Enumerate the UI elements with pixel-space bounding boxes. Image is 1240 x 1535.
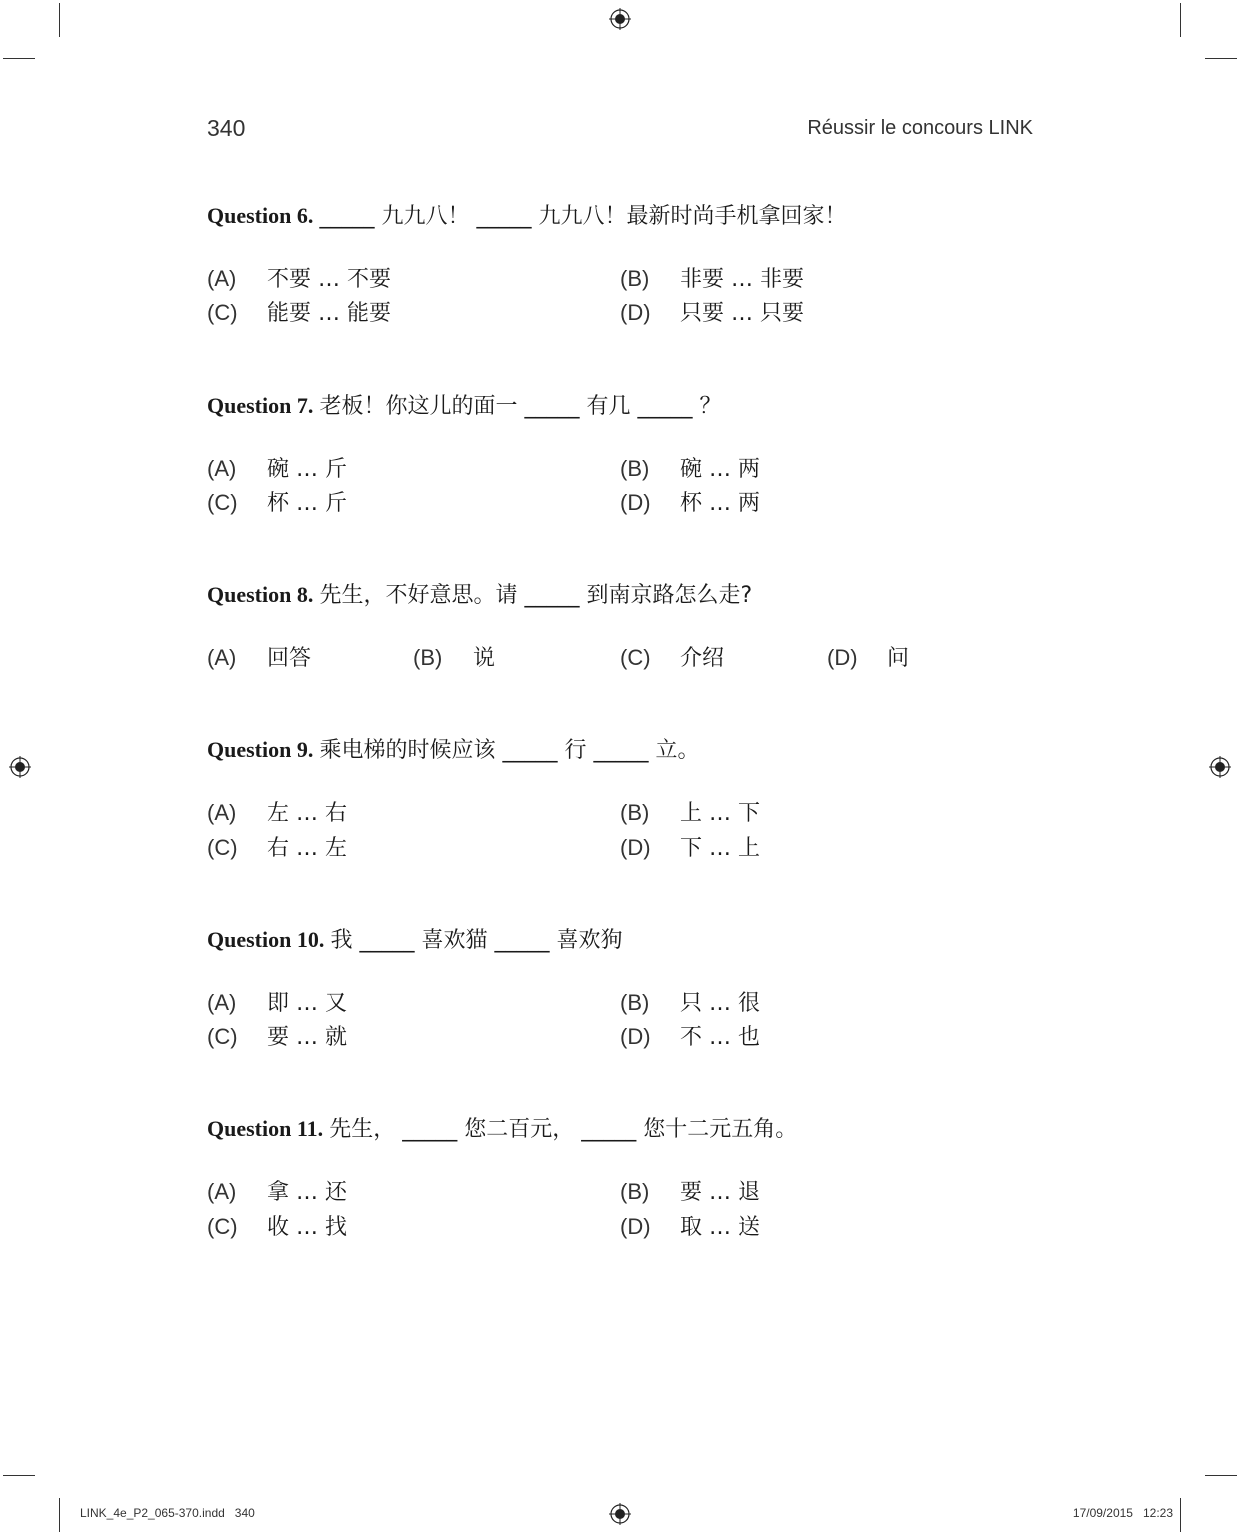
option-letter: (C) bbox=[207, 1214, 238, 1239]
crop-mark-bottom-right-h bbox=[1205, 1475, 1237, 1476]
registration-mark-bottom-icon bbox=[609, 1503, 631, 1525]
crop-mark-bottom-left bbox=[59, 1498, 60, 1532]
registration-mark-left-icon bbox=[9, 756, 31, 778]
option-a[interactable] bbox=[207, 454, 347, 485]
registration-mark-top-icon bbox=[609, 8, 631, 30]
option-text: 非要 … 非要 bbox=[680, 267, 804, 292]
option-d[interactable] bbox=[827, 643, 909, 674]
option-c[interactable] bbox=[207, 1212, 347, 1243]
option-b[interactable] bbox=[620, 798, 760, 829]
running-title: Réussir le concours LINK bbox=[807, 117, 1033, 139]
option-text: 左 … 右 bbox=[267, 801, 347, 826]
option-letter: (D) bbox=[620, 835, 651, 860]
option-c[interactable] bbox=[620, 643, 724, 674]
option-letter: (B) bbox=[620, 1179, 650, 1204]
option-d[interactable] bbox=[620, 488, 760, 519]
file-slug: LINK_4e_P2_065-370.indd 340 bbox=[80, 1506, 255, 1520]
option-text: 拿 … 还 bbox=[267, 1180, 347, 1205]
question-10 bbox=[207, 925, 1037, 1050]
option-text: 说 bbox=[473, 646, 496, 671]
question-stem bbox=[207, 580, 1037, 611]
question-text: 先生， _____ 您二百元， _____ 您十二元五角。 bbox=[329, 1117, 798, 1142]
option-a[interactable] bbox=[207, 798, 347, 829]
crop-mark-top-right-h bbox=[1205, 58, 1237, 59]
option-a[interactable] bbox=[207, 1177, 347, 1208]
option-text: 问 bbox=[887, 646, 910, 671]
question-7 bbox=[207, 391, 1037, 516]
option-text: 介绍 bbox=[680, 646, 725, 671]
crop-mark-top-right bbox=[1180, 3, 1181, 37]
option-letter: (A) bbox=[207, 645, 237, 670]
option-text: 回答 bbox=[267, 646, 312, 671]
option-text: 即 … 又 bbox=[267, 991, 347, 1016]
option-b[interactable] bbox=[620, 264, 804, 295]
option-c[interactable] bbox=[207, 488, 347, 519]
question-6 bbox=[207, 201, 1037, 326]
option-letter: (A) bbox=[207, 990, 237, 1015]
option-text: 上 … 下 bbox=[680, 801, 760, 826]
question-stem bbox=[207, 391, 1037, 422]
option-b[interactable] bbox=[413, 643, 495, 674]
registration-mark-right-icon bbox=[1209, 756, 1231, 778]
question-11 bbox=[207, 1114, 1037, 1240]
option-text: 取 … 送 bbox=[680, 1215, 760, 1240]
question-stem bbox=[207, 925, 1037, 956]
crop-mark-bottom-right bbox=[1180, 1498, 1181, 1532]
option-letter: (C) bbox=[207, 1024, 238, 1049]
option-letter: (A) bbox=[207, 266, 237, 291]
option-text: 不要 … 不要 bbox=[267, 267, 391, 292]
option-text: 碗 … 两 bbox=[680, 457, 760, 482]
option-b[interactable] bbox=[620, 1177, 760, 1208]
crop-mark-top-left-h bbox=[3, 58, 35, 59]
question-stem bbox=[207, 201, 1037, 232]
question-stem bbox=[207, 735, 1037, 766]
option-letter: (C) bbox=[207, 490, 238, 515]
question-text: 我 _____ 喜欢猫 _____ 喜欢狗 bbox=[330, 928, 623, 953]
option-d[interactable] bbox=[620, 1212, 760, 1243]
option-a[interactable] bbox=[207, 988, 347, 1019]
option-letter: (D) bbox=[620, 1214, 651, 1239]
option-text: 右 … 左 bbox=[267, 836, 347, 861]
question-label: Question 10. bbox=[207, 927, 325, 952]
option-letter: (B) bbox=[620, 266, 650, 291]
option-text: 收 … 找 bbox=[267, 1215, 347, 1240]
option-b[interactable] bbox=[620, 988, 760, 1019]
option-text: 下 … 上 bbox=[680, 836, 760, 861]
question-stem bbox=[207, 1114, 1037, 1145]
question-text: 先生，不好意思。请 _____ 到南京路怎么走? bbox=[319, 583, 753, 608]
question-label: Question 6. bbox=[207, 203, 314, 228]
option-c[interactable] bbox=[207, 1022, 347, 1053]
crop-mark-bottom-left-h bbox=[3, 1475, 35, 1476]
option-text: 能要 … 能要 bbox=[267, 301, 391, 326]
crop-mark-top-left bbox=[59, 3, 60, 37]
question-label: Question 11. bbox=[207, 1116, 324, 1141]
option-letter: (D) bbox=[827, 645, 858, 670]
option-text: 不 … 也 bbox=[680, 1025, 760, 1050]
option-b[interactable] bbox=[620, 454, 760, 485]
page-number: 340 bbox=[207, 115, 246, 141]
option-letter: (B) bbox=[413, 645, 443, 670]
option-letter: (D) bbox=[620, 490, 651, 515]
option-d[interactable] bbox=[620, 1022, 760, 1053]
option-text: 只 … 很 bbox=[680, 991, 760, 1016]
option-letter: (A) bbox=[207, 1179, 237, 1204]
date-slug: 17/09/2015 12:23 bbox=[1072, 1506, 1173, 1520]
option-text: 要 … 就 bbox=[267, 1025, 347, 1050]
question-label: Question 9. bbox=[207, 737, 314, 762]
question-label: Question 8. bbox=[207, 582, 314, 607]
question-8 bbox=[207, 580, 1037, 671]
question-label: Question 7. bbox=[207, 393, 314, 418]
option-text: 杯 … 两 bbox=[680, 491, 760, 516]
option-letter: (B) bbox=[620, 456, 650, 481]
option-text: 杯 … 斤 bbox=[267, 491, 347, 516]
option-letter: (C) bbox=[207, 835, 238, 860]
option-text: 只要 … 只要 bbox=[680, 301, 804, 326]
option-letter: (B) bbox=[620, 800, 650, 825]
option-letter: (A) bbox=[207, 456, 237, 481]
option-c[interactable] bbox=[207, 833, 347, 864]
option-d[interactable] bbox=[620, 833, 760, 864]
option-d[interactable] bbox=[620, 298, 804, 329]
question-text: _____ 九九八！ _____ 九九八！最新时尚手机拿回家！ bbox=[319, 204, 847, 229]
question-text: 乘电梯的时候应该 _____ 行 _____ 立。 bbox=[319, 738, 700, 763]
option-c[interactable] bbox=[207, 298, 391, 329]
question-text: 老板！你这儿的面一 _____ 有几 _____ ？ bbox=[319, 394, 722, 419]
option-letter: (C) bbox=[620, 645, 651, 670]
question-9 bbox=[207, 735, 1037, 861]
option-text: 碗 … 斤 bbox=[267, 457, 347, 482]
option-text: 要 … 退 bbox=[680, 1180, 760, 1205]
option-letter: (D) bbox=[620, 1024, 651, 1049]
option-letter: (B) bbox=[620, 990, 650, 1015]
option-letter: (A) bbox=[207, 800, 237, 825]
option-letter: (D) bbox=[620, 300, 651, 325]
option-a[interactable] bbox=[207, 643, 311, 674]
option-a[interactable] bbox=[207, 264, 391, 295]
option-letter: (C) bbox=[207, 300, 238, 325]
